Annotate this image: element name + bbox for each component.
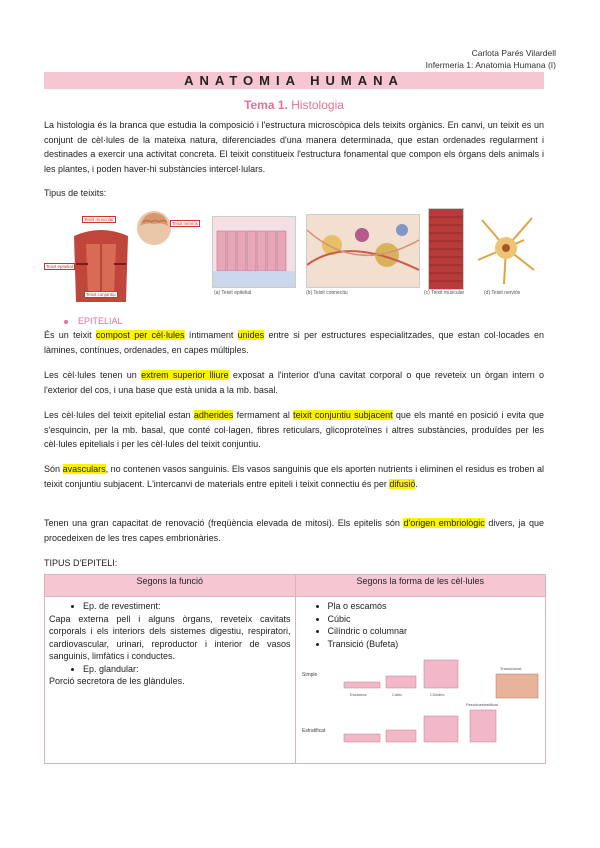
caption-epitelial: (a) Teixit epitelial xyxy=(214,290,252,296)
highlight: teixit conjuntiu subjacent xyxy=(293,410,393,420)
diagram-label-simple: Simple xyxy=(301,672,317,678)
text: fermament al xyxy=(233,410,294,420)
diagram-label-transitional: Transicional xyxy=(499,666,521,671)
text: . xyxy=(415,478,418,489)
list-item: • Cúbic xyxy=(328,613,542,626)
function-cell xyxy=(45,597,296,764)
caption-connectiu: (b) Teixit connectiu xyxy=(306,290,348,296)
table-header-shape: Segons la forma de les cèl·lules xyxy=(295,575,546,597)
topic-name: Histologia xyxy=(291,98,344,112)
caption-nervios: (d) Teixit nerviós xyxy=(484,290,521,296)
text: Les cèl·lules del teixit epitelial estan xyxy=(44,410,194,420)
text: Són xyxy=(44,464,63,474)
list-item: • Transició (Bufeta) xyxy=(328,638,542,651)
epitelial-paragraph-3 xyxy=(44,408,544,452)
diagram-label-pseudo: Pseudoestratificat xyxy=(465,702,498,707)
text: És un teixit xyxy=(44,330,96,340)
epitelial-heading-text: EPITELIAL xyxy=(78,316,123,326)
types-heading: Tipus de teixits: xyxy=(44,188,107,198)
nerve-tissue-image xyxy=(474,210,538,286)
label-epitelial: Teixit epitelial xyxy=(46,264,73,269)
diagram-label-columnar: Cilíndric xyxy=(429,692,444,697)
page-title: ANATOMIA HUMANA xyxy=(44,72,544,89)
epitelial-heading xyxy=(64,316,123,326)
tissue-types-figure xyxy=(44,208,549,308)
brain-illustration xyxy=(134,208,174,248)
text: que els manté en posició i evita que s'esquincin, per la mb. basal, que conté col·lagen, fibres reticulars, glicoproteïnes i altres substàncies, produïdes per les cèl·lules epitelials i per les cèl·lules del teixit conjuntiu. xyxy=(44,410,545,449)
epitelial-paragraph-1 xyxy=(44,328,544,357)
highlight: compost per cèl·lules xyxy=(95,330,185,340)
list-item: • Cilíndric o columnar xyxy=(328,625,542,638)
highlight: unides xyxy=(237,330,265,340)
epithelium-shapes-diagram xyxy=(300,654,540,754)
topic-title xyxy=(44,98,544,112)
muscle-tissue-image xyxy=(428,208,464,290)
label-nervios: Teixit nerviós xyxy=(172,221,199,226)
intro-paragraph: La histologia és la branca que estudia la composició i l'estructura microscòpica dels teixits orgànics. En canvi, un teixit es un conjunt de cèl·lules de la mateixa natura, diferenciades d'una manera determinada, que estan ordenades regularment i destinades a exercir una activitat concreta. El teixit constitueix l'estructura fonamental que compon els òrgans dels animals i les plantes, i poden haver-hi substàncies intercel·lulars. xyxy=(44,120,544,174)
epithelial-tissue-image xyxy=(212,216,296,288)
epitelial-paragraph-5 xyxy=(44,516,544,545)
item1-description: Capa externa pell i alguns òrgans, reveteix cavitats corporals i els interiors dels sistemes digestiu, respiratori, cardiovascular, urinari, reproductor i interior de vasos sanguinis, limfàtics i conductes. xyxy=(49,613,291,661)
text: exposat a l'interior d'una cavitat corporal o que reveteix un òrgan intern o l'exterior del cos, i una base que està unida a la mb. basal. xyxy=(44,370,544,395)
diagram-label-cubic: Cúbic xyxy=(391,692,402,697)
bullet-icon xyxy=(64,320,68,324)
list-item: • Ep. de revestiment: xyxy=(83,600,291,613)
author-name: Carlota Parés Vilardell xyxy=(471,48,556,58)
list-item: • Ep. glandular: xyxy=(83,663,291,676)
text: divers, ja que procedeixen de les tres capes embrionàries. xyxy=(44,518,545,543)
highlight: d'origen embriològic xyxy=(403,518,485,528)
highlight: difusió xyxy=(389,478,416,489)
highlight: avasculars xyxy=(62,464,106,474)
item2-description: Porció secretora de les glàndules. xyxy=(49,676,185,686)
caption-muscular: (c) Teixit muscular xyxy=(424,290,465,296)
highlight: extrem superior lliure xyxy=(141,370,229,380)
text: Tenen una gran capacitat de renovació (freqüència elevada de mitosi). Els epitelis són xyxy=(44,518,404,528)
epitelial-paragraph-2 xyxy=(44,368,544,397)
label-conjuntiu: Teixit conjuntiu xyxy=(86,292,116,297)
text: entre si per estructures especialitzades, que estan col·locades en làmines, contínues, ordenades, en capes múltiples. xyxy=(44,330,544,355)
label-muscular: Teixit muscular xyxy=(84,217,114,222)
text: , no contenen vasos sanguinis. Els vasos sanguinis que els aporten nutrients i eliminen el residus es troben al teixit conjuntiu subjacent. L'intercanvi de materials entre epiteli i teixit connectiu és per xyxy=(44,464,545,489)
course-name: Infermeria 1: Anatomia Humana (I) xyxy=(425,60,556,70)
diagram-label-stratified: Estratificat xyxy=(301,728,325,734)
shape-cell xyxy=(295,597,546,764)
connective-tissue-image xyxy=(306,214,420,288)
highlight: adherides xyxy=(193,410,234,420)
list-item: • Pla o escamós xyxy=(328,600,542,613)
diagram-label-squamous: Escamós xyxy=(349,692,366,697)
epithelium-types-table xyxy=(44,574,546,764)
text: íntimament xyxy=(184,330,238,340)
epitelial-paragraph-4 xyxy=(44,462,544,491)
text: Les cèl·lules tenen un xyxy=(44,370,142,380)
topic-number: Tema 1. xyxy=(244,98,288,112)
types-epiteli-heading: TIPUS D'EPITELI: xyxy=(44,558,118,568)
table-header-function: Segons la funció xyxy=(45,575,296,597)
